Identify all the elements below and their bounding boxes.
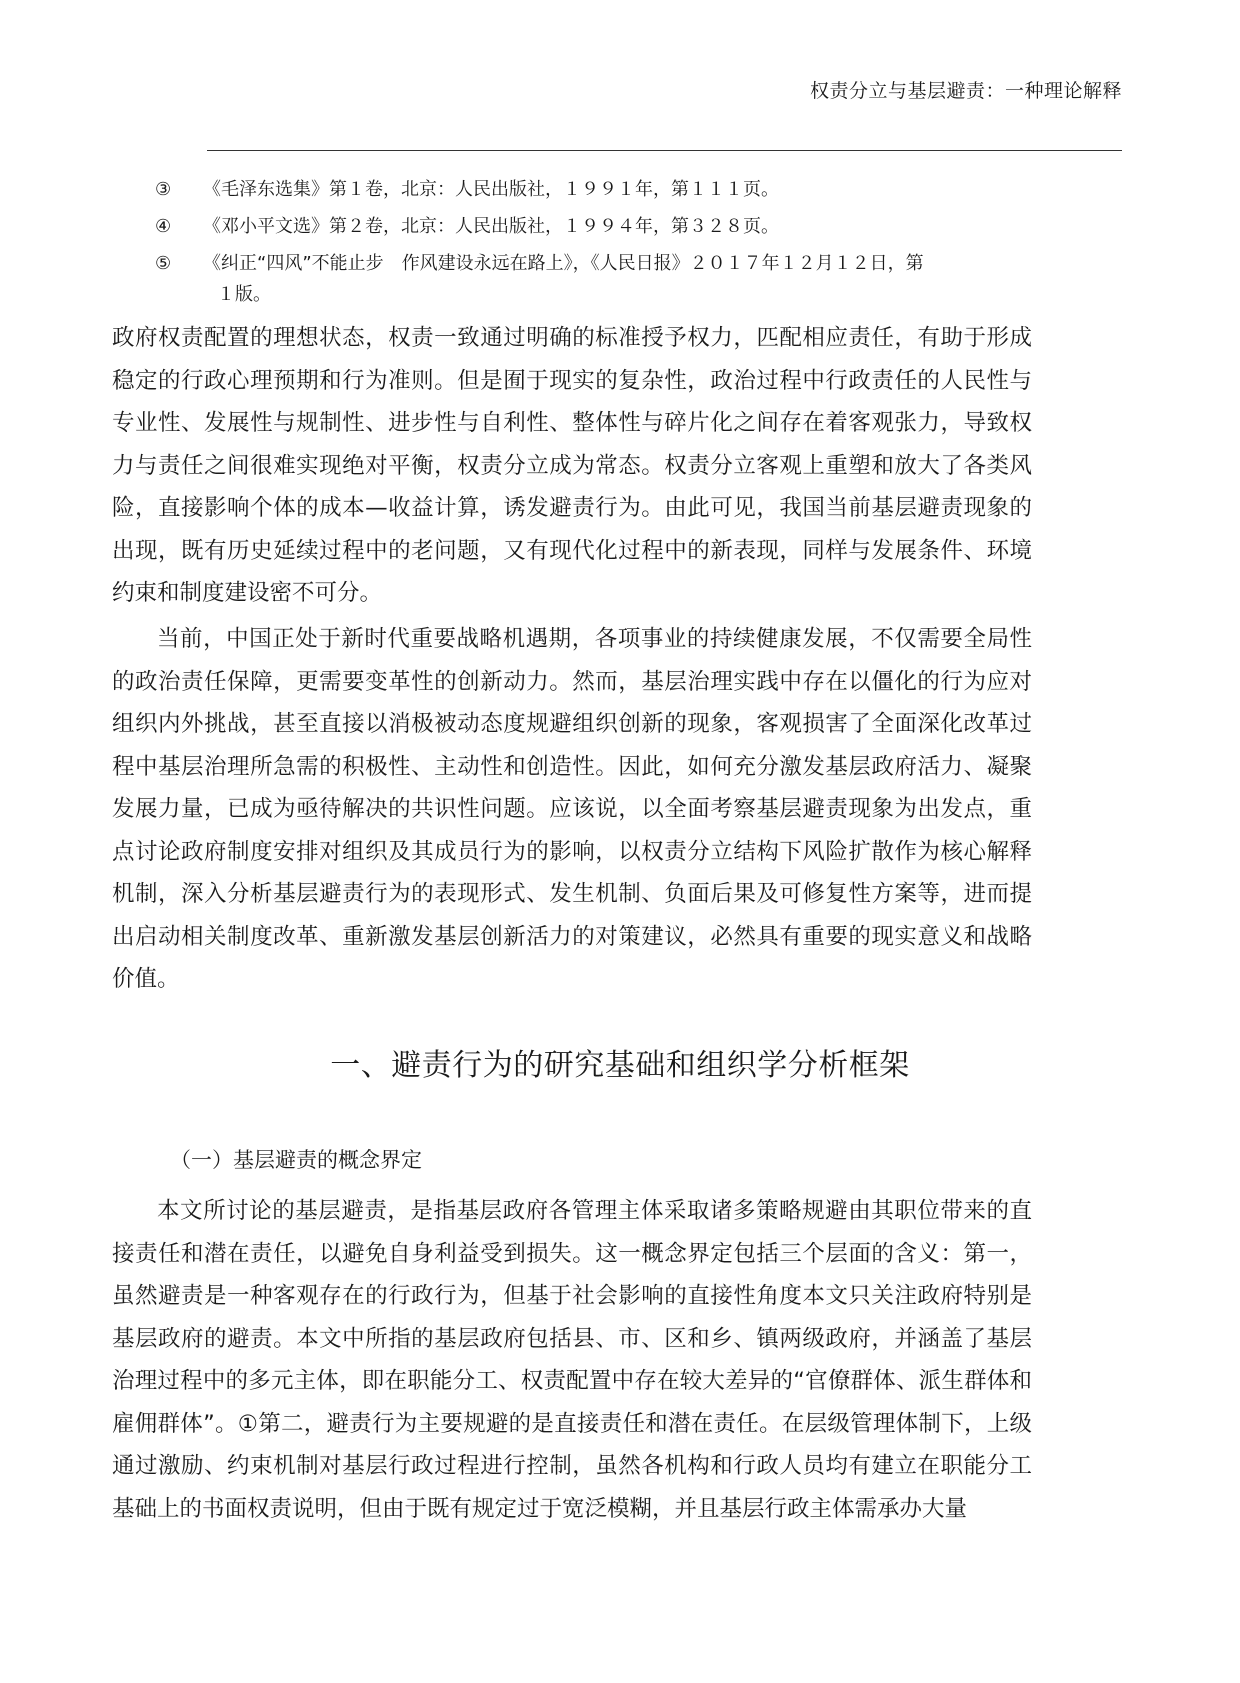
body-paragraph-3 (112, 1190, 1032, 1530)
footnote-text: 《邓小平文选》第２卷，北京：人民出版社，１９９４年，第３２８页。 (203, 216, 779, 237)
footnote-text: 《纠正“四风”不能止步 作风建设永远在路上》，《人民日报》２０１７年１２月１２日，第 (203, 253, 924, 274)
paragraph-text: 政府权责配置的理想状态，权责一致通过明确的标准授予权力，匹配相应责任，有助于形成稳定的行政心理预期和行为准则。但是囿于现实的复杂性，政治过程中行政责任的人民性与专业性、发展性与规制性、进步性与自利性、整体性与碎片化之间存在着客观张力，导致权力与责任之间很难实现绝对平衡，权责分立成为常态。权责分立客观上重塑和放大了各类风险，直接影响个体的成本—收益计算，诱发避责行为。由此可见，我国当前基层避责现象的出现，既有历史延续过程中的老问题，又有现代化过程中的新表现，同样与发展条件、环境约束和制度建设密不可分。 (112, 325, 1032, 606)
footnote-mark: ③ (155, 179, 172, 200)
subsection-heading: （一）基层避责的概念界定 (170, 1148, 422, 1172)
footnotes (155, 176, 1035, 309)
footnote-mark: ⑤ (155, 253, 172, 274)
footnote-mark: ④ (155, 216, 172, 237)
footnote-text: 《毛泽东选集》第１卷，北京：人民出版社，１９９１年，第１１１页。 (203, 179, 779, 200)
footnote-item (155, 176, 1035, 204)
running-header: 权责分立与基层避责：一种理论解释 (809, 80, 1122, 102)
footnote-item (155, 213, 1035, 241)
body-paragraph-1 (112, 317, 1032, 615)
footnote-item (155, 250, 1035, 278)
footnote-continuation: １版。 (217, 284, 271, 305)
body-paragraph-2 (112, 618, 1032, 1001)
section-heading: 一、避责行为的研究基础和组织学分析框架 (330, 1048, 910, 1083)
paragraph-text: 当前，中国正处于新时代重要战略机遇期，各项事业的持续健康发展，不仅需要全局性的政治责任保障，更需要变革性的创新动力。然而，基层治理实践中存在以僵化的行为应对组织内外挑战，甚至直接以消极被动态度规避组织创新的现象，客观损害了全面深化改革过程中基层治理所急需的积极性、主动性和创造性。因此，如何充分激发基层政府活力、凝聚发展力量，已成为亟待解决的共识性问题。应该说，以全面考察基层避责现象为出发点，重点讨论政府制度安排对组织及其成员行为的影响，以权责分立结构下风险扩散作为核心解释机制，深入分析基层避责行为的表现形式、发生机制、负面后果及可修复性方案等，进而提出启动相关制度改革、重新激发基层创新活力的对策建议，必然具有重要的现实意义和战略价值。 (112, 626, 1032, 992)
header-divider (207, 150, 1122, 151)
paragraph-text: 本文所讨论的基层避责，是指基层政府各管理主体采取诸多策略规避由其职位带来的直接责任和潜在责任，以避免自身利益受到损失。这一概念界定包括三个层面的含义：第一，虽然避责是一种客观存在的行政行为，但基于社会影响的直接性角度本文只关注政府特别是基层政府的避责。本文中所指的基层政府包括县、市、区和乡、镇两级政府，并涵盖了基层治理过程中的多元主体，即在职能分工、权责配置中存在较大差异的“官僚群体、派生群体和雇佣群体”。①第二，避责行为主要规避的是直接责任和潜在责任。在层级管理体制下，上级通过激励、约束机制对基层行政过程进行控制，虽然各机构和行政人员均有建立在职能分工基础上的书面权责说明，但由于既有规定过于宽泛模糊，并且基层行政主体需承办大量 (112, 1198, 1032, 1522)
